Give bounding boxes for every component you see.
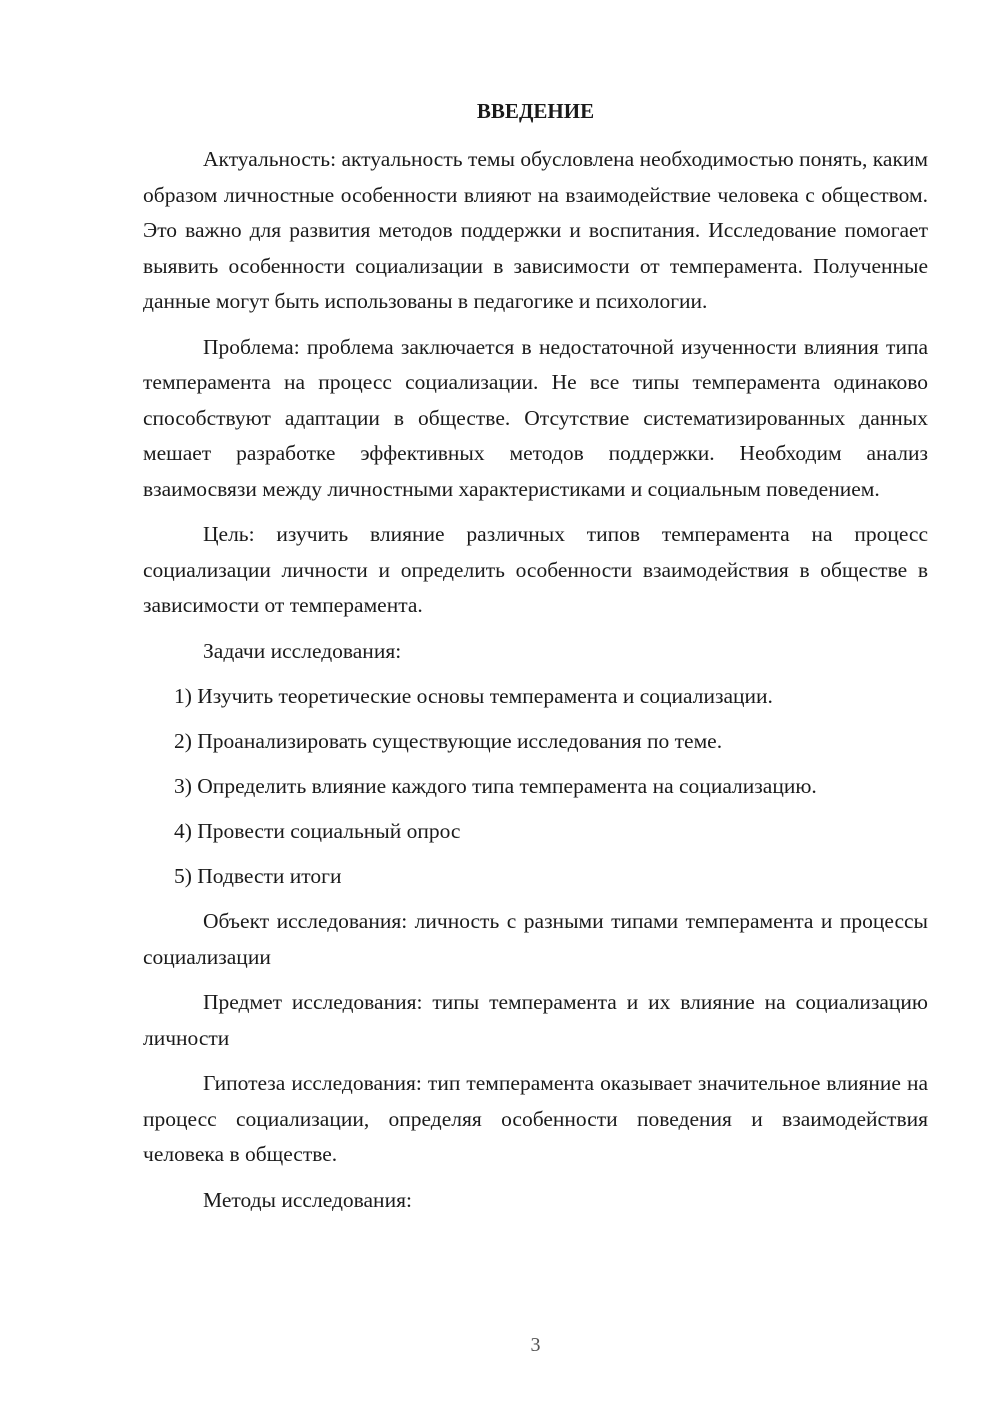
paragraph-object: Объект исследования: личность с разными типами темперамента и процессы социализации <box>143 909 928 969</box>
paragraph-subject: Предмет исследования: типы темперамента и их влияние на социализацию личности <box>143 990 928 1050</box>
list-item: 5) Подвести итоги <box>174 864 342 888</box>
list-item: 3) Определить влияние каждого типа темперамента на социализацию. <box>174 774 817 798</box>
paragraph-tasks-title: Задачи исследования: <box>203 638 402 663</box>
paragraph-problem: Проблема: проблема заключается в недостаточной изученности влияния типа темперамента на процесс социализации. Не все типы темперамента одинаково способствуют адаптации в обществе. Отсутствие систематизированных данных мешает разработке эффективных методов поддержки. Необходим анализ взаимосвязи между личностными характеристиками и социальным поведением. <box>143 334 928 501</box>
paragraph-goal: Цель: изучить влияние различных типов темперамента на процесс социализации личности и определить особенности взаимодействия в обществе в зависимости от темперамента. <box>143 522 928 617</box>
paragraph-relevance: Актуальность: актуальность темы обусловлена необходимостью понять, каким образом личностные особенности влияют на взаимодействие человека с обществом. Это важно для развития методов поддержки и воспитания. Исследование помогает выявить особенности социализации в зависимости от темперамента. Полученные данные могут быть использованы в педагогике и психологии. <box>143 147 928 313</box>
list-item: 4) Провести социальный опрос <box>174 819 461 843</box>
paragraph-hypothesis: Гипотеза исследования: тип темперамента оказывает значительное влияние на процесс социализации, определяя особенности поведения и взаимодействия человека в обществе. <box>143 1071 928 1166</box>
page-number: 3 <box>530 1334 541 1356</box>
list-item: 2) Проанализировать существующие исследования по теме. <box>174 729 723 753</box>
body-text <box>143 142 928 1228</box>
list-item: 1) Изучить теоретические основы темперамента и социализации. <box>174 684 773 708</box>
section-heading: ВВЕДЕНИЕ <box>476 99 595 123</box>
paragraph-methods-title: Методы исследования: <box>203 1187 412 1212</box>
tasks-list <box>143 679 928 895</box>
document-page <box>143 0 928 1414</box>
